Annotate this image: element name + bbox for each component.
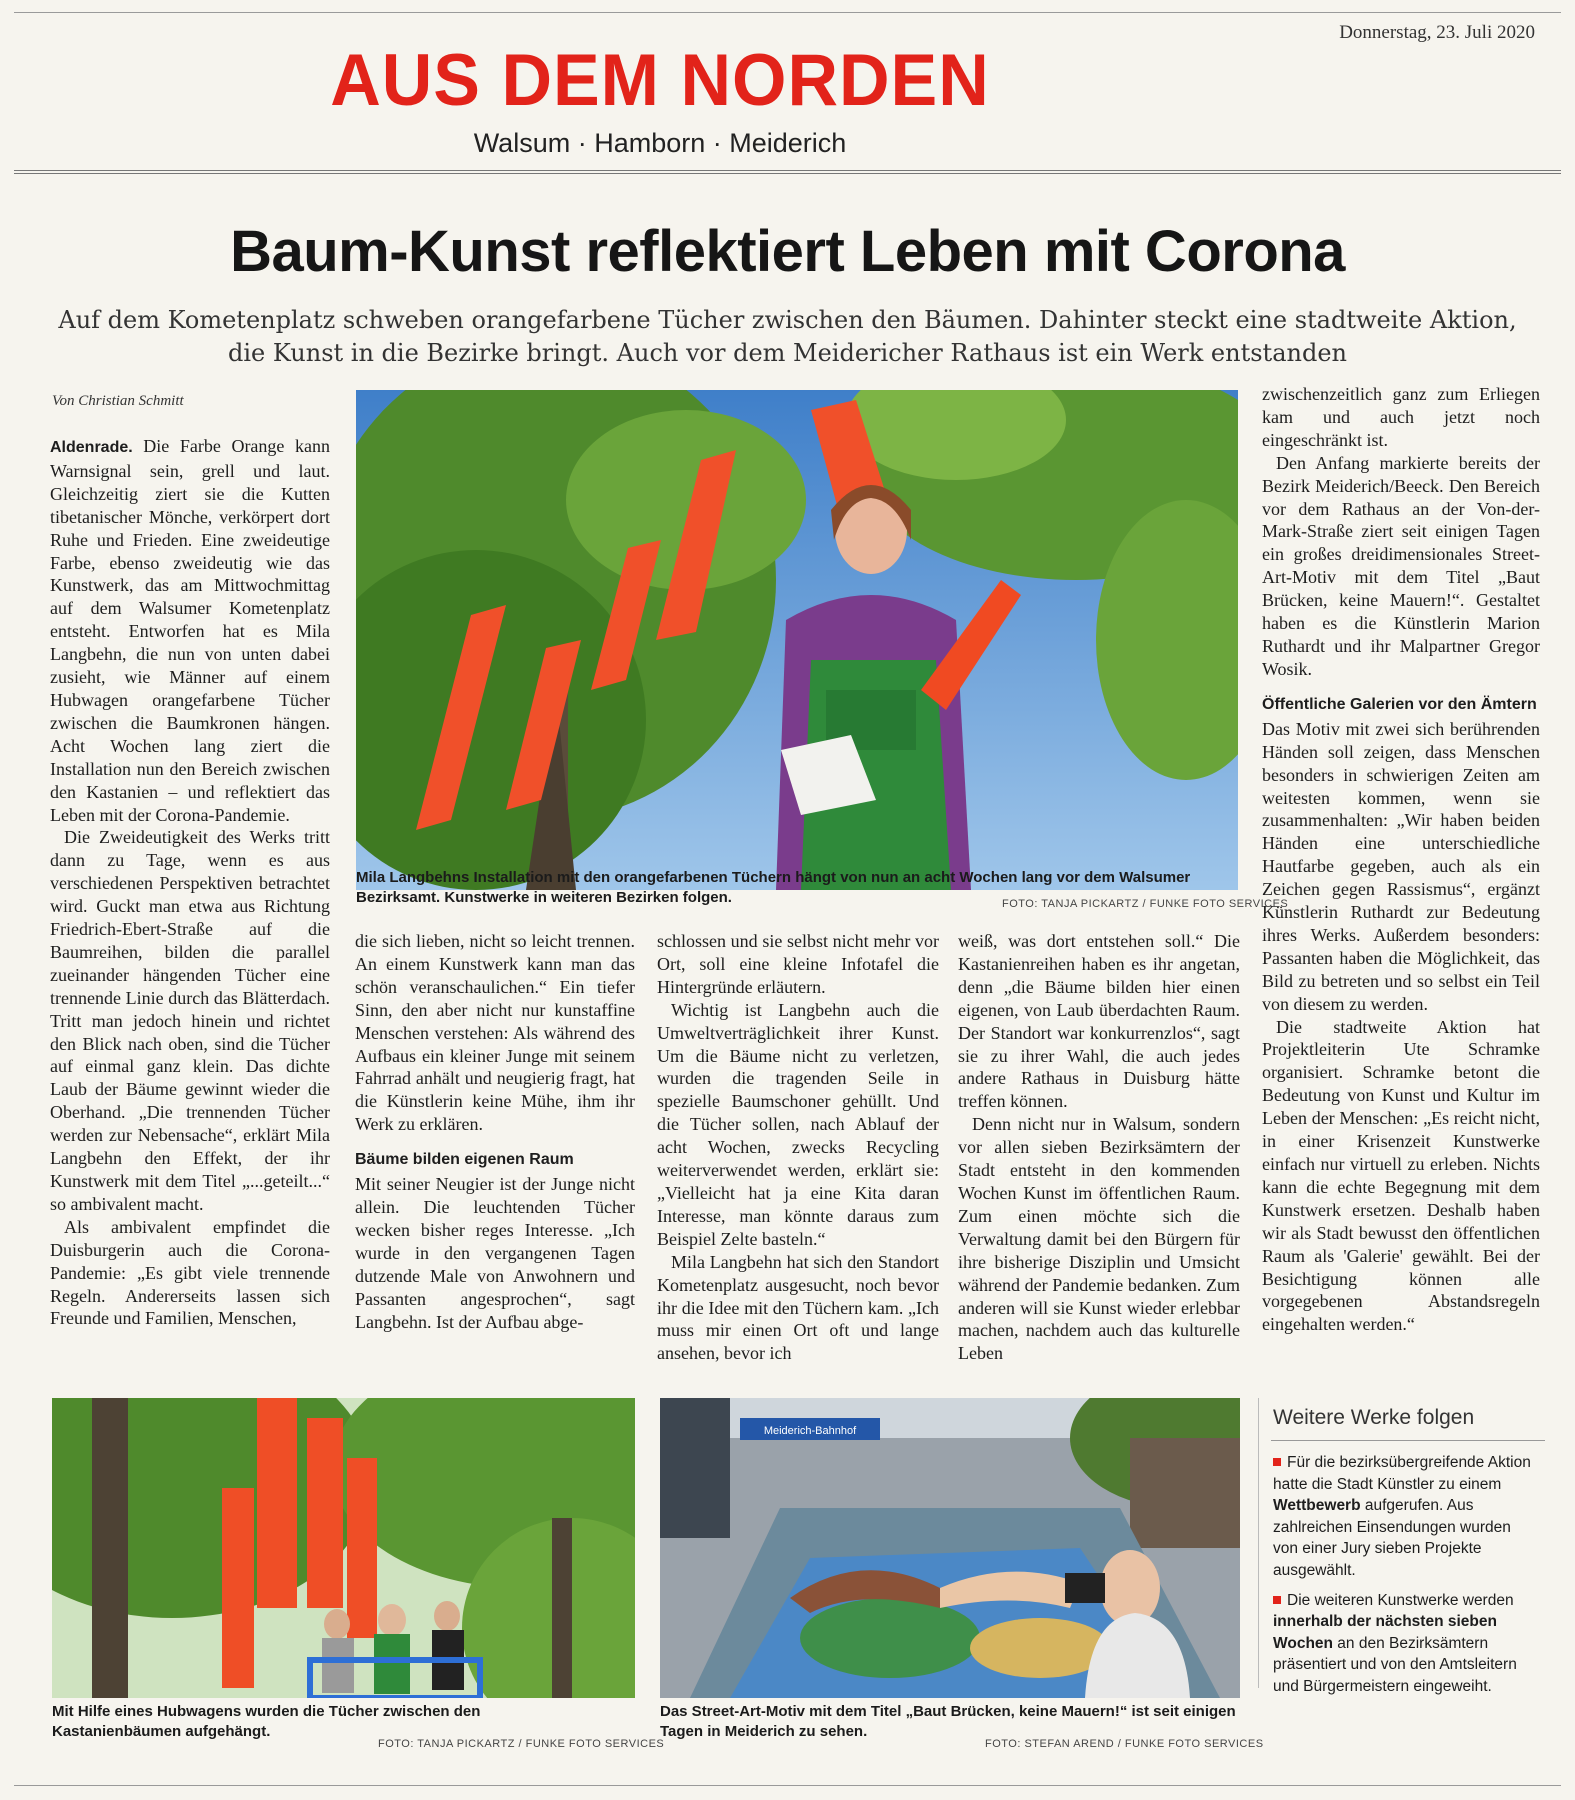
- streetart-photo: [660, 1398, 1240, 1698]
- lift-photo-caption: Mit Hilfe eines Hubwagens wurden die Tücher zwischen den Kastanienbäumen aufgehängt.: [52, 1703, 481, 1740]
- paragraph: Die Zweideutigkeit des Werks tritt dann zu Tage, wenn es aus verschiedenen Perspektiven betrachtet wird. Guckt man etwa aus Richtung Friedrich-Ebert-Straße auf die Baumreihen, bilden die parallel zueinander hängenden Tücher eine trennende Linie durch das Blätterdach. Tritt man jedoch hinein und richtet den Blick nach oben, sind die Tücher auf einmal ganz klein. Das dichte Laub der Bäume gewinnt wieder die Oberhand. „Die trennenden Tücher werden zur Nebensache“, erklärt Mila Langbehn den Effekt, der ihr Kunstwerk mit dem Titel „...geteilt...“ so ambivalent macht.: [50, 827, 330, 1214]
- section-districts: Walsum · Hamborn · Meiderich: [473, 128, 847, 158]
- info-text: an den Bezirksämtern präsentiert und von den Amtsleitern und Bürgermeistern eingeweiht.: [1273, 1634, 1517, 1695]
- article-subline: Auf dem Kometenplatz schweben orangefarbene Tücher zwischen den Bäumen. Dahinter steckt eine stadtweite Aktion, die Kunst in die Bezirke bringt. Auch vor dem Meidericher Rathaus ist ein Werk entstanden: [58, 306, 1517, 367]
- paragraph: Mila Langbehn hat sich den Standort Kometenplatz ausgesucht, noch bevor ihr die Idee mit den Tüchern kam. „Ich muss mir einen Ort oft und lange ansehen, bevor ich: [657, 1251, 939, 1364]
- info-box: [1258, 1398, 1549, 1695]
- paragraph: Als ambivalent empfindet die Duisburgerin auch die Corona-Pandemie: „Es gibt viele trennende Regeln. Andererseits lassen sich Freunde und Familien, Menschen,: [50, 1216, 330, 1329]
- main-photo-credit: FOTO: TANJA PICKARTZ / FUNKE FOTO SERVICES: [1002, 898, 1289, 910]
- issue-date: Donnerstag, 23. Juli 2020: [1339, 22, 1535, 43]
- paragraph: zwischenzeitlich ganz zum Erliegen kam und auch jetzt noch eingeschränkt ist.: [1262, 384, 1540, 450]
- paragraph: Die stadtweite Aktion hat Projektleiterin Ute Schramke organisiert. Schramke betont die Bedeutung von Kunst und Kultur im Leben der Menschen: „Es reicht nicht, in einer Krisenzeit Kunstwerke einfach nur virtuell zu erleben. Nichts kann die echte Begegnung mit dem Kunstwerk ersetzen. Deshalb haben wir als Stadt bewusst den öffentlichen Raum als 'Galerie' gewählt. Bei der Besichtigung können alle vorgegebenen Abstandsregeln eingehalten werden.“: [1262, 1016, 1540, 1335]
- paragraph: die sich lieben, nicht so leicht trennen. An einem Kunstwerk kann man das schön veranschaulichen.“ Ein tiefer Sinn, den aber nicht nur kunstaffine Menschen verstehen: Als während des Aufbaus ein kleiner Junge mit seinem Fahrrad anhält und neugierig fragt, hat die Künstlerin keine Mühe, ihm ihr Werk zu erklären.: [355, 931, 635, 1135]
- info-box-body: [1273, 1452, 1538, 1706]
- info-highlight: Wettbewerb: [1273, 1497, 1361, 1515]
- streetart-photo-caption: Das Street-Art-Motiv mit dem Titel „Baut Brücken, keine Mauern!“ ist seit einigen Tagen in Meiderich zu sehen.: [660, 1703, 1236, 1740]
- info-box-rule: [1271, 1440, 1545, 1441]
- paragraph: Wichtig ist Langbehn auch die Umweltverträglichkeit ihrer Kunst. Um die Bäume nicht zu verletzen, wurden die tragenden Seile in spezielle Baumschoner gehüllt. Und die Tücher sollen, nach Ablauf der acht Wochen, zwecks Recycling weiterverwendet werden, erklärt sie: „Vielleicht hat ja eine Kita daran Interesse, man könnte daraus zum Beispiel Zelte basteln.“: [657, 999, 939, 1249]
- info-highlight: innerhalb der nächsten sieben Wochen: [1273, 1613, 1497, 1652]
- streetart-photo-credit: FOTO: STEFAN AREND / FUNKE FOTO SERVICES: [985, 1738, 1264, 1750]
- info-text: Die weiteren Kunstwerke werden: [1287, 1591, 1514, 1609]
- paragraph: Das Motiv mit zwei sich berührenden Händen soll zeigen, dass Menschen besonders in schwierigen Zeiten am weitesten kommen, wenn sie zusammenhalten: „Wir haben beiden Händen eine unterschiedliche Hautfarbe gegeben, auch als ein Zeichen gegen Rassismus“, ergänzt Künstlerin Ruthardt zur Bedeutung ihres Werks. Außerdem besonders: Passanten haben die Möglichkeit, das Bild zu betreten und so selbst ein Teil von diesem zu werden.: [1262, 718, 1540, 1014]
- article-column-2: [355, 930, 635, 1334]
- bottom-rule: [14, 1785, 1561, 1786]
- lift-photo-credit: FOTO: TANJA PICKARTZ / FUNKE FOTO SERVICES: [378, 1738, 665, 1750]
- subheading: Öffentliche Galerien vor den Ämtern: [1262, 695, 1537, 713]
- info-item: [1273, 1452, 1538, 1582]
- top-rule: [14, 12, 1561, 13]
- subheading: Bäume bilden eigenen Raum: [355, 1151, 574, 1169]
- header-rule: [14, 170, 1561, 174]
- station-sign: Meiderich-Bahnhof: [763, 1425, 857, 1437]
- info-box-title: Weitere Werke folgen: [1273, 1406, 1475, 1429]
- paragraph: [50, 435, 330, 826]
- section-title: AUS DEM NORDEN: [330, 39, 990, 121]
- paragraph: weiß, was dort entstehen soll.“ Die Kastanienreihen haben es ihr angetan, denn „die Bäume bilden hier einen eigenen, von Laub überdachten Raum. Der Standort war konkurrenzlos“, sagt sie zu ihrer Wahl, die auch jedes andere Rathaus in Duisburg hätte treffen können.: [958, 931, 1240, 1112]
- article-column-4: [958, 930, 1240, 1365]
- article-headline: Baum-Kunst reflektiert Leben mit Corona: [230, 219, 1345, 284]
- dateline: Aldenrade.: [50, 439, 133, 456]
- article-column-5: [1262, 383, 1540, 1336]
- paragraph: Denn nicht nur in Walsum, sondern vor allen sieben Bezirksämtern der Stadt entsteht in den kommenden Wochen Kunst im öffentlichen Raum. Zum einen möchte sich die Verwaltung damit bei den Bürgern für ihre bisherige Disziplin und Umsicht während der Pandemie bedanken. Zum anderen will sie Kunst wieder erlebbar machen, nachdem auch das kulturelle Leben: [958, 1114, 1240, 1364]
- paragraph-text: Die Farbe Orange kann Warnsignal sein, grell und laut. Gleichzeitig ziert sie die Kutten tibetanischer Mönche, verkörpert dort Ruhe und Frieden. Eine zweideutige Farbe, ebenso zweideutig wie das Kunstwerk, das am Mittwochmittag auf dem Walsumer Kometenplatz entsteht. Entworfen hat es Mila Langbehn, die nun von unten dabei zusieht, wie Männer auf einem Hubwagen orangefarbene Tücher zwischen die Baumkronen hängen. Acht Wochen lang ziert die Installation nun den Bereich zwischen den Kastanien – und reflektiert das Leben mit der Corona-Pandemie.: [50, 436, 330, 825]
- article-column-1: [50, 435, 330, 1330]
- article-column-3: [657, 930, 939, 1365]
- main-photo: [356, 390, 1238, 890]
- bullet-square-icon: [1273, 1458, 1281, 1466]
- info-text: Für die bezirksübergreifende Aktion hatte die Stadt Künstler zu einem: [1273, 1454, 1531, 1493]
- info-item: [1273, 1590, 1538, 1698]
- main-photo-caption: Mila Langbehns Installation mit den orangefarbenen Tüchern hängt von nun an acht Wochen lang vor dem Walsumer Bezirksamt. Kunstwerke in weiteren Bezirken folgen.: [356, 869, 1191, 906]
- info-text: aufgerufen. Aus zahlreichen Einsendungen wurden von einer Jury sieben Projekte ausgewählt.: [1273, 1497, 1511, 1579]
- paragraph: Den Anfang markierte bereits der Bezirk Meiderich/Beeck. Den Bereich vor dem Rathaus an der Von-der-Mark-Straße ziert seit einigen Tagen ein großes dreidimensionales Street-Art-Motiv mit dem Titel „Baut Brücken, keine Mauern!“. Gestaltet haben es die Künstlerin Marion Ruthardt und ihr Malpartner Gregor Wosik.: [1262, 452, 1540, 679]
- paragraph: schlossen und sie selbst nicht mehr vor Ort, soll eine kleine Infotafel die Hintergründe erläutern.: [657, 931, 939, 997]
- paragraph: Mit seiner Neugier ist der Junge nicht allein. Die leuchtenden Tücher wecken bisher reges Interesse. „Ich wurde in den vergangenen Tagen dutzende Male von Anwohnern und Passanten angesprochen“, sagt Langbehn. Ist der Aufbau abge-: [355, 1174, 635, 1332]
- lift-photo: [52, 1398, 635, 1698]
- bullet-square-icon: [1273, 1596, 1281, 1604]
- byline: Von Christian Schmitt: [52, 393, 184, 409]
